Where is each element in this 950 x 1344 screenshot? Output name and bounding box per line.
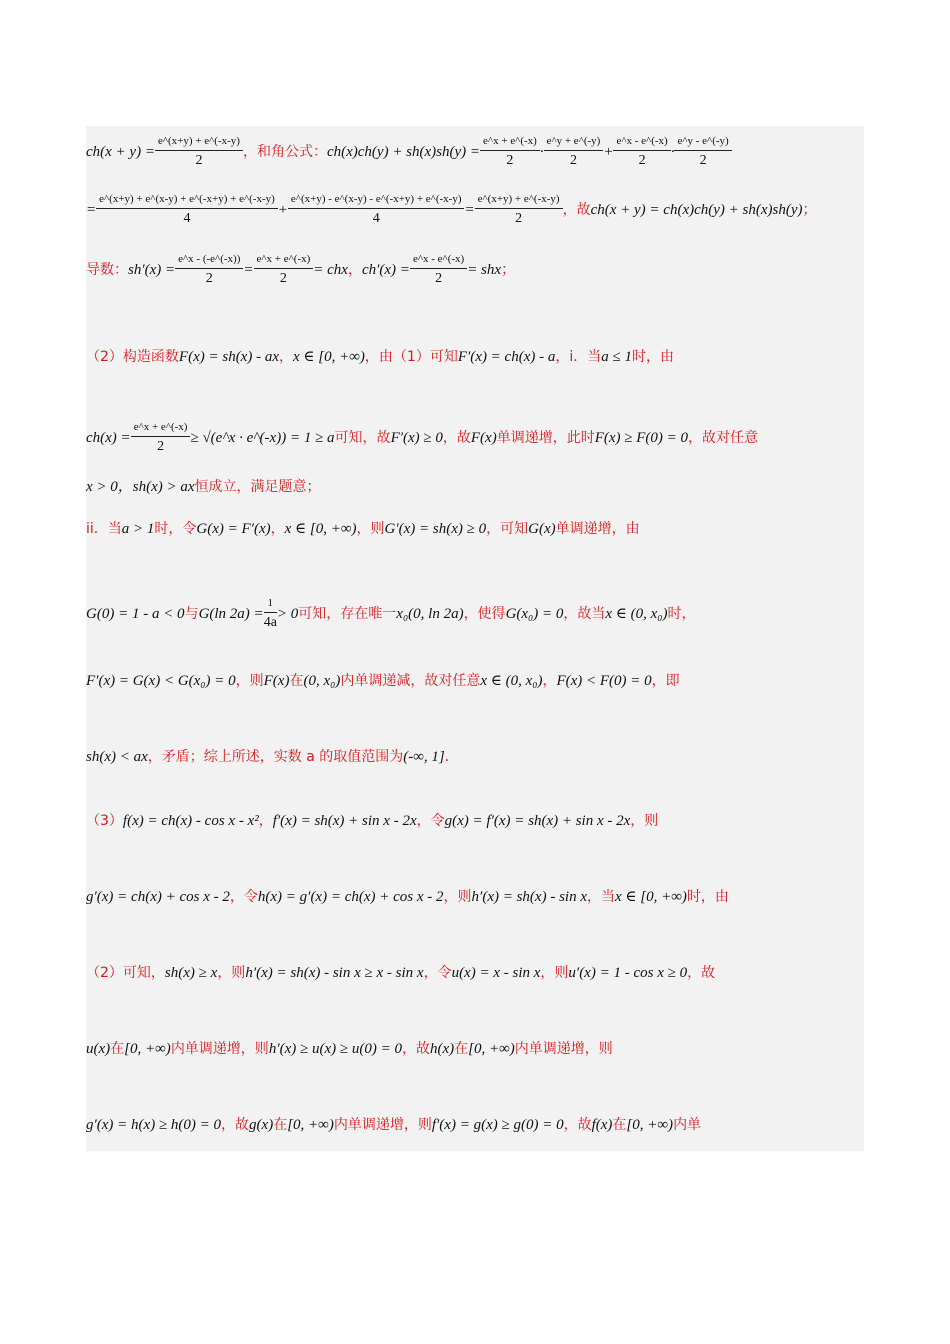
math-expression: (0, x₀) — [303, 672, 341, 689]
chinese-text: 在 — [110, 1040, 125, 1057]
math-expression: F′(x) = ch(x) - a — [457, 348, 556, 365]
fraction-numerator: e^(x+y) + e^(-x-y) — [155, 134, 243, 151]
solution-line — [86, 596, 864, 631]
solution-line — [86, 346, 864, 367]
fraction-denominator: 4a — [263, 615, 277, 630]
solution-line — [86, 810, 864, 831]
chinese-text: ， — [270, 520, 285, 537]
math-expression: h(x) — [429, 1040, 455, 1057]
fraction — [674, 134, 731, 169]
chinese-text: ，则 — [630, 812, 659, 829]
math-expression: [0, +∞) — [287, 1116, 334, 1133]
fraction — [96, 192, 278, 227]
math-expression: x ∈ (0, x₀) — [480, 672, 543, 689]
fraction-denominator: 2 — [435, 271, 443, 286]
math-expression: F(x) < F(0) = 0 — [556, 672, 652, 689]
fraction-numerator: e^(x+y) + e^(x-y) + e^(-x+y) + e^(-x-y) — [96, 192, 278, 209]
math-expression: [0, +∞) — [468, 1040, 515, 1057]
chinese-text: 与 — [184, 605, 199, 622]
chinese-text: 在 — [612, 1116, 627, 1133]
chinese-text: ，即 — [651, 672, 680, 689]
math-expression: ch(x + y) = ch(x)ch(y) + sh(x)sh(y) — [590, 201, 803, 218]
math-expression: h′(x) ≥ u(x) ≥ u(0) = 0 — [268, 1040, 402, 1057]
chinese-text: 时，由 — [631, 348, 674, 365]
math-expression: = — [243, 261, 254, 278]
math-expression: a > 1 — [121, 520, 155, 537]
chinese-text: ，则 — [443, 888, 472, 905]
solution-line — [86, 1114, 864, 1135]
math-expression: sh(x) < ax — [86, 748, 148, 765]
math-expression: G′(x) = sh(x) ≥ 0 — [384, 520, 487, 537]
fraction-denominator: 2 — [205, 271, 213, 286]
math-expression: > 0 — [276, 605, 299, 622]
math-expression: (-∞, 1] — [403, 748, 445, 765]
math-expression: h(x) = g′(x) = ch(x) + cos x - 2 — [257, 888, 444, 905]
fraction — [475, 192, 563, 227]
fraction-numerator: e^x + e^(-x) — [254, 252, 314, 269]
chinese-text: ，可知 — [486, 520, 529, 537]
math-expression: f(x) — [591, 1116, 613, 1133]
math-expression: = shx — [467, 261, 502, 278]
fraction — [410, 252, 467, 287]
solution-line — [86, 518, 864, 539]
fraction — [175, 252, 243, 287]
math-expression: x₀(0, ln 2a) — [396, 605, 464, 622]
math-expression: F(x) — [470, 429, 497, 446]
chinese-text: ，和角公式： — [242, 143, 327, 160]
fraction-numerator: 1 — [264, 596, 277, 613]
math-expression: ch(x + y) = — [86, 143, 155, 160]
chinese-text: 时，由 — [686, 888, 729, 905]
fraction — [155, 134, 243, 169]
chinese-text: ，令 — [423, 964, 452, 981]
math-expression: = chx — [313, 261, 348, 278]
chinese-text: ， — [258, 812, 273, 829]
chinese-text: 时， — [667, 605, 696, 622]
solution-line — [86, 134, 864, 169]
chinese-text: ， — [279, 348, 293, 365]
chinese-text: 在 — [454, 1040, 469, 1057]
math-expression: x ∈ [0, +∞) — [615, 888, 687, 905]
solution-line — [86, 252, 864, 287]
solution-line — [86, 670, 864, 691]
math-expression: u′(x) = 1 - cos x ≥ 0 — [568, 964, 688, 981]
chinese-text: 单调递增，由 — [555, 520, 640, 537]
chinese-text: 单调递增，此时 — [496, 429, 595, 446]
math-expression: x ∈ (0, x₀) — [605, 605, 668, 622]
math-expression: sh(x) ≥ x — [164, 964, 218, 981]
chinese-text: 时，令 — [154, 520, 197, 537]
chinese-text: ，故 — [687, 964, 716, 981]
chinese-text: ， — [347, 261, 362, 278]
math-expression: x ∈ [0, +∞) — [293, 348, 365, 365]
chinese-text: ，故 — [442, 429, 471, 446]
chinese-text: 在 — [273, 1116, 288, 1133]
chinese-text: ，则 — [217, 964, 246, 981]
fraction — [480, 134, 540, 169]
chinese-text: （3） — [86, 812, 123, 829]
math-expression: · — [539, 143, 544, 160]
chinese-text: 可知，故 — [334, 429, 391, 446]
chinese-text: 内单调递减，故对任意 — [340, 672, 481, 689]
fraction-numerator: e^y - e^(-y) — [674, 134, 731, 151]
math-expression: F(x) = sh(x) - ax — [178, 348, 279, 365]
fraction-numerator: e^x - e^(-x) — [410, 252, 467, 269]
math-expression: g(x) — [249, 1116, 274, 1133]
chinese-text: ，故当 — [563, 605, 606, 622]
fraction-numerator: e^(x+y) - e^(x-y) - e^(-x+y) + e^(-x-y) — [288, 192, 465, 209]
math-expression: F(x) ≥ F(0) = 0 — [594, 429, 689, 446]
chinese-text: 导数： — [86, 261, 128, 278]
chinese-text: ，故 — [401, 1040, 430, 1057]
chinese-text: ，令 — [229, 888, 258, 905]
math-expression: = — [464, 201, 475, 218]
solution-line — [86, 192, 864, 227]
math-expression: u(x) — [86, 1040, 111, 1057]
math-expression: G(0) = 1 - a < 0 — [86, 605, 185, 622]
chinese-text: ，故对任意 — [688, 429, 759, 446]
chinese-text: ； — [501, 261, 516, 278]
math-expression: sh′(x) = — [128, 261, 176, 278]
chinese-text: 内单调递增，则 — [514, 1040, 613, 1057]
math-expression: G(x₀) = 0 — [505, 605, 564, 622]
math-expression: a ≤ 1 — [601, 348, 632, 365]
chinese-text: ，i．当 — [555, 348, 602, 365]
chinese-text: ； — [802, 201, 817, 218]
solution-line — [86, 420, 864, 455]
math-expression: x ∈ [0, +∞) — [284, 520, 357, 537]
fraction-numerator: e^y + e^(-y) — [544, 134, 604, 151]
math-expression: + — [603, 143, 614, 160]
solution-line — [86, 746, 864, 767]
fraction-denominator: 2 — [699, 153, 707, 168]
math-expression: f(x) = ch(x) - cos x - x² — [122, 812, 259, 829]
chinese-text: 恒成立，满足题意； — [194, 478, 321, 495]
chinese-text: ，矛盾；综上所述，实数 a 的取值范围为 — [147, 748, 404, 765]
math-expression: ch′(x) = — [361, 261, 410, 278]
math-expression: ≥ √(e^x · e^(-x)) = 1 ≥ a — [190, 429, 335, 446]
fraction-numerator: e^x + e^(-x) — [480, 134, 540, 151]
math-expression: F′(x) ≥ 0 — [390, 429, 443, 446]
fraction-numerator: e^x + e^(-x) — [131, 420, 191, 437]
math-expression: h′(x) = sh(x) - sin x — [471, 888, 587, 905]
fraction — [264, 596, 277, 631]
fraction-denominator: 2 — [569, 153, 577, 168]
chinese-text: ，当 — [587, 888, 615, 905]
chinese-text: （2）构造函数 — [86, 348, 179, 365]
math-expression: sh(x) > ax — [132, 478, 195, 495]
fraction-denominator: 2 — [157, 439, 165, 454]
fraction — [254, 252, 314, 287]
math-expression: g′(x) = ch(x) + cos x - 2 — [86, 888, 230, 905]
fraction — [288, 192, 465, 227]
chinese-text: ，使得 — [463, 605, 506, 622]
solution-line — [86, 1038, 864, 1059]
chinese-text: ，由（1）可知 — [364, 348, 458, 365]
chinese-text: ，故 — [221, 1116, 250, 1133]
fraction — [613, 134, 670, 169]
math-expression: + — [277, 201, 288, 218]
chinese-text: ，故 — [562, 201, 591, 218]
math-expression: · — [670, 143, 675, 160]
chinese-text: ． — [444, 748, 459, 765]
fraction-denominator: 4 — [372, 211, 380, 226]
math-expression: ch(x)ch(y) + sh(x)sh(y) = — [326, 143, 481, 160]
chinese-text: ，令 — [416, 812, 445, 829]
math-expression: F(x) — [263, 672, 290, 689]
math-expression: G(x) — [528, 520, 556, 537]
chinese-text: ，则 — [235, 672, 264, 689]
fraction-numerator: e^(x+y) + e^(-x-y) — [475, 192, 563, 209]
chinese-text: 内单调递增，则 — [170, 1040, 269, 1057]
chinese-text: ii．当 — [86, 520, 122, 537]
math-expression: x > 0， — [86, 478, 133, 495]
math-expression: [0, +∞) — [626, 1116, 674, 1133]
fraction-numerator: e^x - e^(-x) — [613, 134, 670, 151]
math-expression: f′(x) = sh(x) + sin x - 2x — [272, 812, 417, 829]
chinese-text: 在 — [289, 672, 304, 689]
math-expression: g′(x) = h(x) ≥ h(0) = 0 — [86, 1116, 222, 1133]
chinese-text: ， — [542, 672, 557, 689]
math-expression: h′(x) = sh(x) - sin x ≥ x - sin x — [245, 964, 424, 981]
math-expression: u(x) = x - sin x — [451, 964, 541, 981]
solution-line — [86, 476, 864, 497]
fraction-numerator: e^x - (-e^(-x)) — [175, 252, 243, 269]
math-expression: ch(x) = — [86, 429, 131, 446]
fraction-denominator: 2 — [195, 153, 203, 168]
solution-line — [86, 962, 864, 983]
chinese-text: 内单 — [673, 1116, 702, 1133]
chinese-text: ，则 — [356, 520, 385, 537]
fraction-denominator: 4 — [183, 211, 191, 226]
fraction-denominator: 2 — [506, 153, 514, 168]
solution-line — [86, 886, 864, 907]
fraction-denominator: 2 — [638, 153, 646, 168]
chinese-text: 可知，存在唯一 — [298, 605, 397, 622]
chinese-text: ，故 — [563, 1116, 592, 1133]
chinese-text: 内单调递增，则 — [333, 1116, 432, 1133]
fraction-denominator: 2 — [279, 271, 287, 286]
math-expression: g(x) = f′(x) = sh(x) + sin x - 2x — [444, 812, 631, 829]
chinese-text: （2）可知， — [86, 964, 165, 981]
fraction-denominator: 2 — [515, 211, 523, 226]
math-expression: [0, +∞) — [124, 1040, 171, 1057]
fraction — [131, 420, 191, 455]
math-expression: f′(x) = g(x) ≥ g(0) = 0 — [431, 1116, 564, 1133]
chinese-text: ，则 — [540, 964, 569, 981]
math-expression: G(ln 2a) = — [198, 605, 264, 622]
math-expression: F′(x) = G(x) < G(x₀) = 0 — [86, 672, 236, 689]
math-expression: G(x) = F′(x) — [196, 520, 271, 537]
math-expression: = — [86, 201, 97, 218]
fraction — [544, 134, 604, 169]
